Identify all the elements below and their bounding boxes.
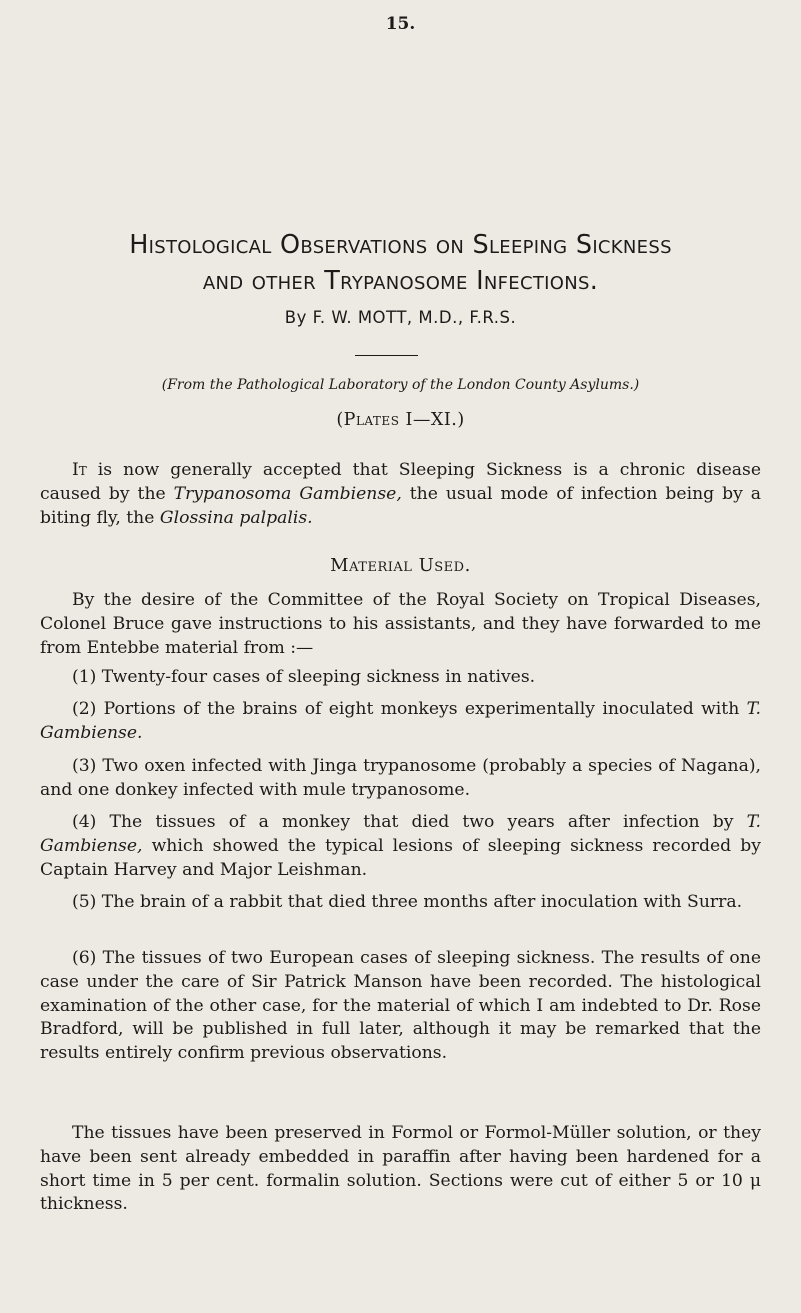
fly-name: Glossina palpalis. — [159, 507, 313, 528]
paragraph-preservation: The tissues have been preserved in Formol or Formol-Müller solution, or they have been sent already embedded in paraffin after having been hardened for a short time in 5 per cent. formalin solution. Sections were cut of either 5 or 10 μ thickness. — [40, 1123, 761, 1215]
source-note: (From the Pathological Laboratory of the London County Asylums.) — [161, 377, 640, 393]
page-number: 15. — [385, 14, 416, 34]
list-item-5: (5) The brain of a rabbit that died three months after inoculation with Surra. — [72, 892, 743, 912]
list-item-2 — [40, 698, 761, 746]
intro-text-1: is now generally accepted that Sleeping Sickness is a chronic disease caused by the — [40, 460, 761, 504]
article-title-line-1: Histological Observations on Sleeping Sickness — [129, 230, 672, 260]
plates-note: (Plates I—XI.) — [336, 410, 465, 430]
list-item-3: (3) Two oxen infected with Jinga trypanosome (probably a species of Nagana), and one donkey infected with mule trypanosome. — [40, 756, 761, 800]
section-heading: Material Used. — [330, 555, 471, 576]
list-item-4-text-b: which showed the typical lesions of sleeping sickness recorded by Captain Harvey and Major Leishman. — [40, 835, 761, 880]
intro-text-2: the usual mode of infection being by a biting fly, the — [40, 483, 761, 528]
title-divider — [355, 355, 418, 356]
intro-paragraph — [40, 459, 761, 530]
list-item-4 — [40, 811, 761, 882]
intro-lead-word: It — [72, 460, 87, 480]
list-item-2-species: T. Gambiense. — [40, 699, 761, 743]
list-item-6: (6) The tissues of two European cases of sleeping sickness. The results of one case under the care of Sir Patrick Manson have been recorded. The histological examination of the other case, for the material of which I am indebted to Dr. Rose Bradford, will be published in full later, although it may be remarked that the results entirely confirm previous observations. — [40, 948, 761, 1064]
list-item-1: (1) Twenty-four cases of sleeping sickness in natives. — [72, 667, 536, 687]
paragraph-committee: By the desire of the Committee of the Royal Society on Tropical Diseases, Colonel Bruce gave instructions to his assistants, and they have forwarded to me from Entebbe material from :— — [40, 590, 761, 658]
species-name: Trypanosoma Gambiense, — [173, 483, 402, 504]
article-title-line-2: and other Trypanosome Infections. — [202, 266, 599, 296]
list-item-4-species: T. Gambiense, — [40, 812, 761, 856]
list-item-2-text: (2) Portions of the brains of eight monkeys experimentally inoculated with — [72, 699, 747, 719]
list-item-4-text-a: (4) The tissues of a monkey that died two years after infection by — [72, 812, 747, 832]
author-byline: By F. W. MOTT, M.D., F.R.S. — [284, 308, 517, 327]
